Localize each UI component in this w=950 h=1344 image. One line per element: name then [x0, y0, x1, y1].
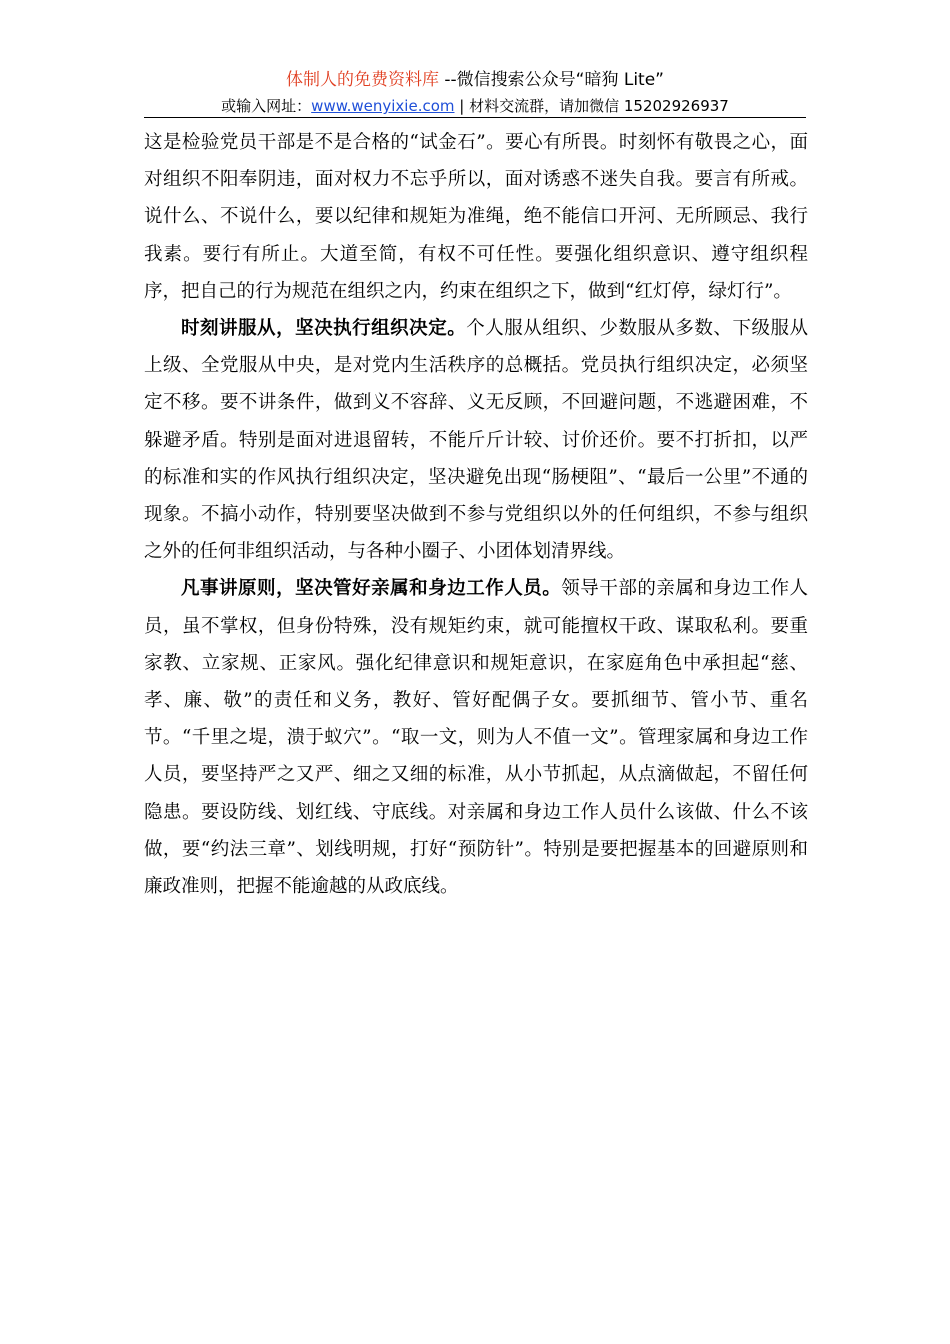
document-body — [144, 124, 808, 905]
url-suffix: | 材料交流群，请加微信 15202926937 — [454, 97, 729, 115]
url-prefix: 或输入网址： — [221, 97, 312, 115]
paragraph-3-heading: 凡事讲原则，坚决管好亲属和身边工作人员。 — [181, 578, 562, 600]
paragraph-3-text: 领导干部的亲属和身边工作人员，虽不掌权，但身份特殊，没有规矩约束，就可能擅权干政、谋取私利。要重家教、立家规、正家风。强化纪律意识和规矩意识，在家庭角色中承担起“慈、孝、廉、敬”的责任和义务，教好、管好配偶子女。要抓细节、管小节、重名节。“千里之堤，溃于蚁穴”。“取一文，则为人不值一文”。管理家属和身边工作人员，要坚持严之又严、细之又细的标准，从小节抓起，从点滴做起，不留任何隐患。要设防线、划红线、守底线。对亲属和身边工作人员什么该做、什么不该做，要“约法三章”、划线明规，打好“预防针”。特别是要把握基本的回避原则和廉政准则，把握不能逾越的从政底线。 — [144, 578, 808, 898]
paragraph-1 — [144, 124, 808, 310]
paragraph-2-text: 个人服从组织、少数服从多数、下级服从上级、全党服从中央，是对党内生活秩序的总概括。党员执行组织决定，必须坚定不移。要不讲条件，做到义不容辞、义无反顾，不回避问题，不逃避困难，不躲避矛盾。特别是面对进退留转，不能斤斤计较、讨价还价。要不打折扣，以严的标准和实的作风执行组织决定，坚决避免出现“肠梗阻”、“最后一公里”不通的现象。不搞小动作，特别要坚决做到不参与党组织以外的任何组织，不参与组织之外的任何非组织活动，与各种小圈子、小团体划清界线。 — [144, 318, 808, 563]
paragraph-3 — [144, 570, 808, 905]
header-divider — [144, 117, 806, 118]
wechat-text: --微信搜索公众号“暗狗 Lite” — [438, 70, 664, 90]
brand-title: 体制人的免费资料库 — [285, 70, 439, 90]
header-line-2 — [144, 94, 806, 118]
paragraph-1-text: 这是检验党员干部是不是合格的“试金石”。要心有所畏。时刻怀有敬畏之心，面对组织不阳奉阴违，面对权力不忘乎所以，面对诱惑不迷失自我。要言有所戒。说什么、不说什么，要以纪律和规矩为准绳，绝不能信口开河、无所顾忌、我行我素。要行有所止。大道至简，有权不可任性。要强化组织意识、遵守组织程序，把自己的行为规范在组织之内，约束在组织之下，做到“红灯停，绿灯行”。 — [144, 132, 808, 302]
website-link[interactable]: www.wenyixie.com — [311, 97, 455, 115]
paragraph-2-heading: 时刻讲服从，坚决执行组织决定。 — [181, 318, 467, 340]
page-header — [144, 66, 806, 118]
header-line-1 — [144, 66, 806, 94]
paragraph-2 — [144, 310, 808, 570]
